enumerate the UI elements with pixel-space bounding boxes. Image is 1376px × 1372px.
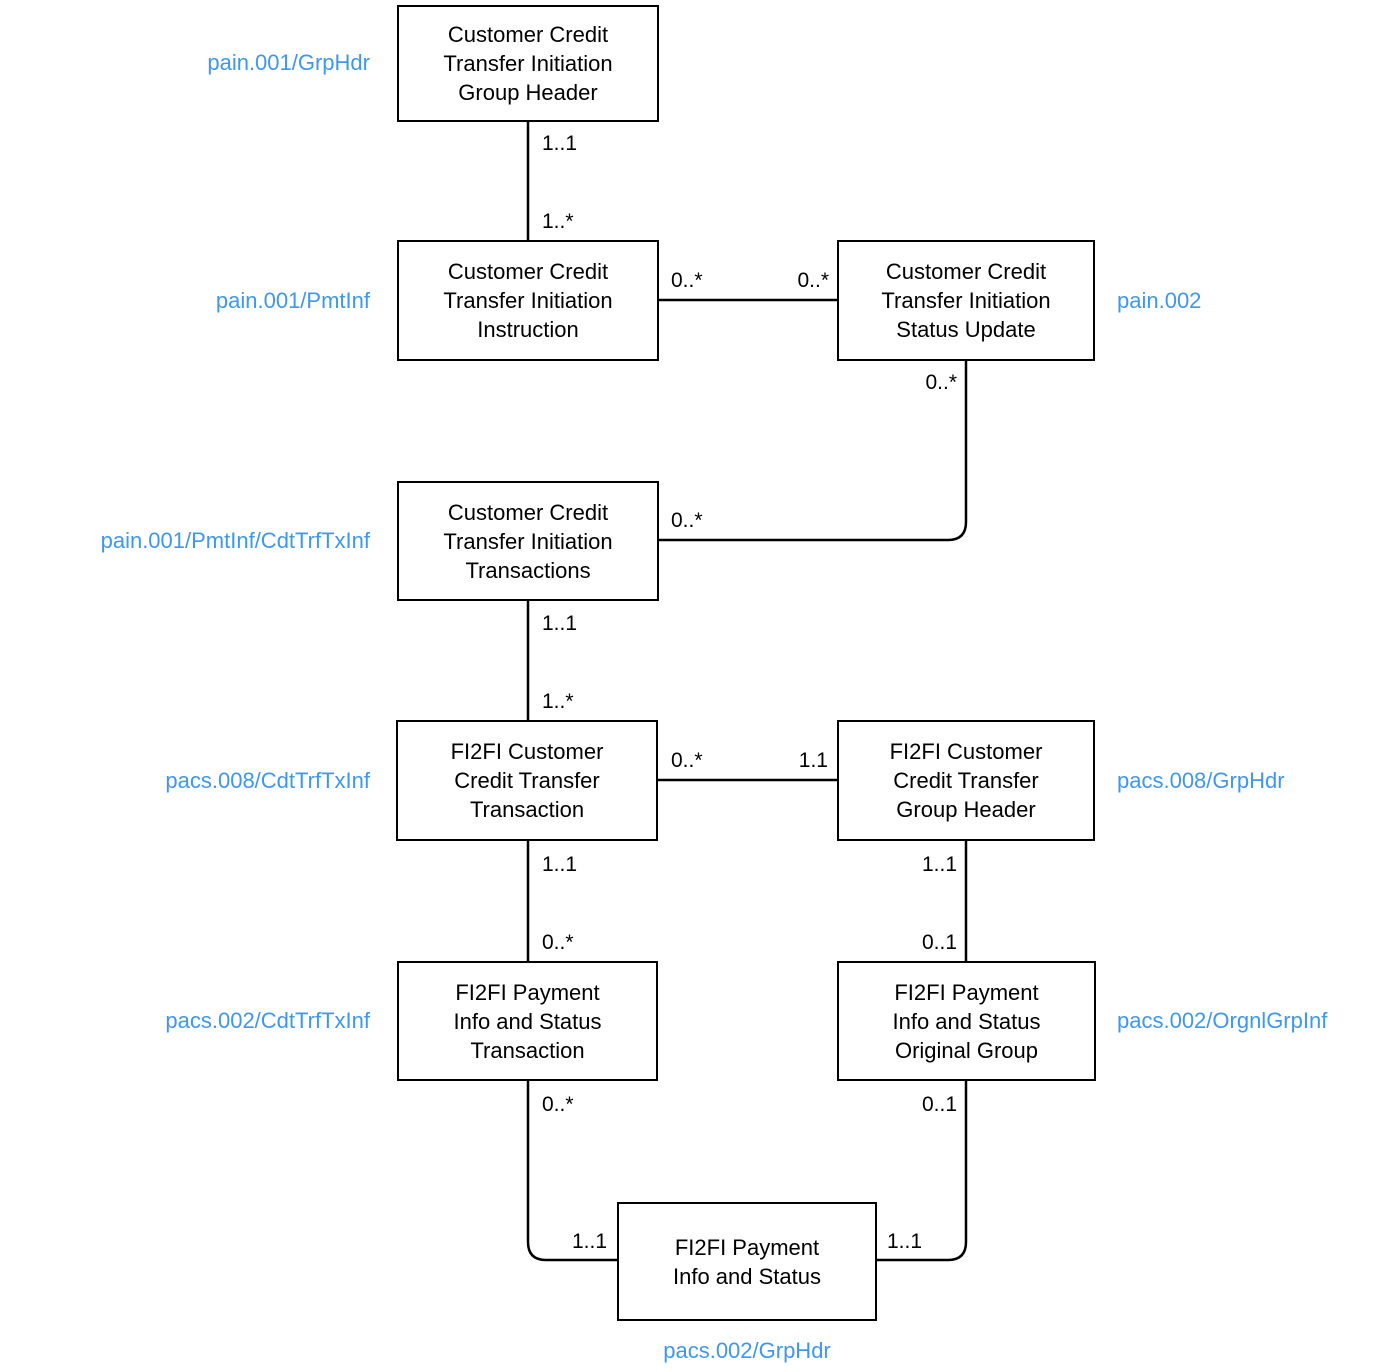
entity-text-line: Transaction [469, 797, 585, 822]
path-label-pain001-grphdr: pain.001/GrpHdr [207, 50, 370, 75]
entity-text-line: FI2FI Payment [894, 979, 1039, 1005]
entity-pain001-payment-instruction [397, 240, 659, 361]
path-label-pacs002-grphdr: pacs.002/GrpHdr [663, 1338, 831, 1363]
entity-pacs002-original-group [837, 961, 1096, 1081]
cardinality-label: 0..1 [921, 931, 957, 954]
path-label-pacs002-orgnlgrpinf: pacs.002/OrgnlGrpInf [1117, 1008, 1328, 1033]
entity-text-line: Group Header [458, 80, 598, 105]
entity-text-line: Info and Status [453, 1008, 602, 1034]
entity-text-line: Customer Credit [885, 259, 1047, 284]
cardinality-label: 1..1 [542, 612, 578, 635]
entity-text-line: Group Header [896, 797, 1036, 822]
entity-text-line: Instruction [477, 317, 579, 342]
path-label-pain001-pmtinf-cdttrftxinf: pain.001/PmtInf/CdtTrfTxInf [100, 528, 370, 553]
connector-statusupdate-to-transactions [657, 360, 966, 540]
cardinality-label: 1..1 [887, 1230, 923, 1253]
cardinality-label: 0..* [542, 931, 574, 954]
path-label-pain001-pmtinf: pain.001/PmtInf [215, 288, 370, 313]
cardinality-label: 1..1 [921, 853, 957, 876]
entity-text-line: FI2FI Customer [450, 739, 604, 764]
cardinality-label: 1..1 [571, 1230, 607, 1253]
entity-text-line: Transfer Initiation [881, 288, 1051, 313]
cardinality-label: 0..* [671, 509, 703, 532]
entity-text-line: FI2FI Customer [889, 739, 1043, 764]
entity-text-line: Info and Status [673, 1263, 821, 1289]
path-label-pain002: pain.002 [1117, 288, 1202, 313]
cardinality-label: 0..1 [921, 1093, 957, 1116]
cardinality-label: 1..* [542, 690, 574, 713]
entity-text-line: FI2FI Payment [455, 979, 600, 1005]
entity-text-line: Transaction [470, 1037, 585, 1063]
entity-text-line: Original Group [894, 1037, 1039, 1063]
entity-text-line: Status Update [896, 317, 1036, 342]
entity-pain001-transactions [397, 481, 659, 601]
entity-pacs002-payment-info-status [617, 1202, 877, 1321]
cardinality-label: 0..* [797, 269, 829, 292]
entity-text-line: Credit Transfer [893, 768, 1039, 793]
cardinality-label: 1..1 [542, 132, 578, 155]
entity-text-line: Customer Credit [447, 259, 609, 284]
entity-pacs002-transaction [397, 961, 658, 1081]
cardinality-label: 0..* [542, 1093, 574, 1116]
entity-text-line: Transfer Initiation [443, 51, 613, 76]
entity-text-line: Info and Status [892, 1008, 1041, 1034]
entity-text-line: Transactions [465, 557, 591, 583]
path-label-pacs008-grphdr: pacs.008/GrpHdr [1117, 768, 1285, 793]
path-label-pacs002-cdttrftxinf: pacs.002/CdtTrfTxInf [165, 1008, 370, 1033]
entity-pacs008-transaction [396, 720, 658, 841]
cardinality-label: 0..* [671, 269, 703, 292]
entity-pain002-status-update [837, 240, 1095, 361]
entity-text-line: FI2FI Payment [674, 1234, 820, 1260]
cardinality-label: 1..1 [542, 853, 578, 876]
entity-text-line: Transfer Initiation [443, 528, 613, 554]
cardinality-label: 0..* [671, 749, 703, 772]
entity-text-line: Transfer Initiation [443, 288, 613, 313]
path-label-pacs008-cdttrftxinf: pacs.008/CdtTrfTxInf [165, 768, 370, 793]
cardinality-label: 0..* [925, 371, 957, 394]
entity-pacs008-group-header [837, 720, 1095, 841]
cardinality-label: 1..* [542, 210, 574, 233]
entity-pain001-group-header [397, 5, 659, 122]
entity-text-line: Customer Credit [447, 22, 609, 47]
entity-text-line: Customer Credit [447, 499, 609, 525]
entity-text-line: Credit Transfer [454, 768, 600, 793]
cardinality-label: 1.1 [798, 749, 828, 772]
